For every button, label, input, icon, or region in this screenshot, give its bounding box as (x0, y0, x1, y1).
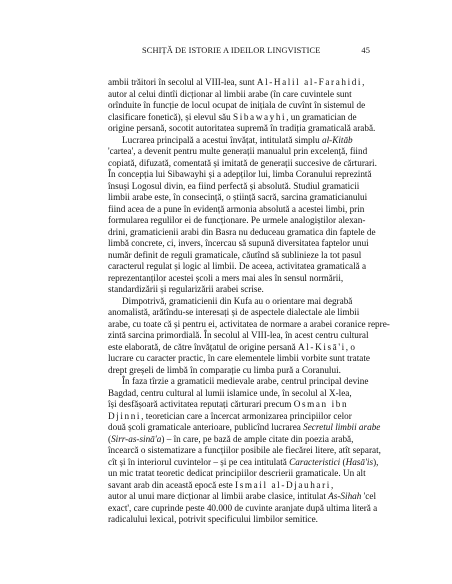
text-line (108, 434, 370, 446)
text-run: Bagdad, centru cultural al lumii islamice unde, în secolul al X-lea, (108, 387, 352, 398)
text-run: 'cel (361, 491, 377, 501)
text-line (108, 307, 370, 319)
text-run: clasificare fonetică), și elevul său (108, 111, 233, 122)
text-line (108, 365, 370, 377)
text-line (108, 181, 370, 193)
text-line (108, 146, 370, 158)
text-line (108, 204, 370, 216)
text-run: Dimpotrivă, gramaticienii din Kufa au o orientare mai degrabă (122, 295, 353, 306)
text-run: încearcă o sistematizare a funcțiilor posibile ale fiecărei litere, atît separat, (108, 445, 381, 455)
text-run: , un gramatician de (286, 111, 357, 122)
text-run: ( (108, 433, 112, 444)
italic-text: As-Sihah (328, 491, 362, 501)
italic-text: Caracteristici (289, 456, 341, 467)
italic-text: Hasā'is (345, 456, 374, 467)
text-line (108, 318, 390, 331)
spaced-name: Osman ibn (293, 399, 349, 409)
text-line (108, 491, 377, 503)
text-run: își desfășoară activitatea reputați cărturari precum (108, 399, 294, 409)
text-line (108, 445, 381, 457)
text-run: cît și în interiorul cuvintelor – și pe cea intitulată (108, 456, 290, 467)
text-run: 'cartea', a devenit pentru multe generații manualul prin excelență, fiind (108, 146, 368, 156)
text-run: ambii trăitori în secolul al VIII-lea, sunt (108, 77, 257, 87)
text-run: reprezentanților acestei școli a mers mai ales în sensul normării, (108, 272, 344, 283)
text-run: ) – în care, pe bază de ample citate din poezia arabă, (161, 433, 354, 444)
text-line (108, 411, 370, 423)
text-line (108, 123, 376, 135)
text-line (108, 77, 370, 89)
text-line (108, 388, 370, 400)
text-run: standardizării și regularizării arabei scrise. (108, 284, 264, 294)
text-line (108, 296, 370, 308)
spaced-name: Sibawayhi (233, 111, 287, 122)
text-run: , (362, 77, 365, 87)
text-run: zintă sarcina primordială. În secolul al VIII-lea, în acest centru cultural (108, 330, 369, 340)
text-run: anomalistă, arătîndu-se interesați și de aspectele dialectale ale limbii (108, 307, 360, 317)
text-line (108, 157, 377, 170)
text-run: ), (373, 456, 379, 467)
text-line (108, 215, 370, 227)
text-run: formularea regulilor ei de funcționare. Pe urmele analogiștilor alexan- (108, 215, 366, 225)
running-header (108, 46, 370, 60)
spaced-name: Ismail al-Djauhari (235, 479, 331, 490)
spaced-name: Djinni (108, 410, 142, 421)
text-run: , teoretician care a încercat armonizarea principiilor celor (141, 410, 352, 421)
spaced-name: Al-Halil al-Farahidi (256, 77, 363, 87)
text-run: arabe, cu toate că și pentru ei, activitatea de normare a arabei coranice repre- (108, 318, 390, 329)
text-run: caracterul regulat și logic al limbii. De aceea, activitatea gramaticală a (108, 261, 367, 271)
text-line (108, 100, 370, 112)
text-run: autor al unui mare dicționar al limbii arabe clasice, intitulat (108, 491, 329, 501)
text-run: savant arab din această epocă este (108, 479, 236, 490)
text-run: copiată, difuzată, comentată și imitată de generații succesive de cărturari. (108, 157, 377, 168)
text-line (108, 226, 376, 239)
italic-text: Sirr-as-sinā'a (111, 433, 162, 444)
text-line (108, 514, 370, 526)
italic-text: Secretul limbii arabe (303, 422, 381, 432)
text-run: este elaborată, de către învățatul de origine persană (108, 341, 299, 352)
text-run: limbii arabe este, în consecință, o știință sacră, sarcina gramaticianului (108, 192, 368, 202)
text-line (108, 169, 370, 181)
text-run: , (330, 479, 334, 490)
text-run: număr definit de reguli gramaticale, căutînd să sublinieze la tot pasul (108, 249, 362, 260)
text-run: drept greșeli de limbă în comparație cu limba pură a Coranului. (108, 364, 341, 375)
text-line (108, 284, 370, 296)
text-run: drini, gramaticienii arabi din Basra nu deduceau gramatica din faptele de (108, 226, 376, 237)
text-line (108, 250, 370, 262)
text-run: ( (340, 456, 346, 467)
text-run: Lucrarea principală a acestui învățat, intitulată simplu (122, 134, 323, 145)
text-run: autor al celui dintîi dicționar al limbii arabe (în care cuvintele sunt (108, 88, 352, 99)
text-line (108, 353, 370, 365)
text-line (108, 399, 370, 411)
text-run: două școli gramaticale anterioare, publicînd lucrarea (108, 422, 304, 432)
text-line (108, 376, 370, 388)
text-line (108, 502, 378, 515)
text-line (108, 112, 370, 124)
text-line (108, 273, 370, 285)
text-run: În concepția lui Sibawayhi și a adepților lui, limba Coranului reprezintă (108, 169, 372, 179)
text-line (108, 238, 370, 250)
text-line (108, 192, 370, 204)
text-line (108, 330, 370, 342)
text-run: însuși Logosul divin, ea fiind perfectă și absolută. Studiul gramaticii (108, 180, 360, 191)
text-line (108, 456, 379, 469)
text-run: exact', care cuprinde peste 40.000 de cuvinte aranjate după ultima literă a (108, 502, 378, 513)
text-run: limbă concrete, ci, invers, încercau să supună diversitatea faptelor unui (108, 238, 369, 248)
text-line (108, 422, 381, 434)
text-run: origine persană, socotit autoritatea supremă în tradiția gramaticală arabă. (108, 123, 376, 133)
italic-text: al-Kitāb (322, 134, 353, 145)
text-line (108, 480, 370, 492)
body-text (108, 77, 390, 526)
page-number: 45 (361, 46, 370, 55)
text-run: orînduite în funcție de locul ocupat de inițiala de cuvînt în sistemul de (108, 100, 366, 110)
text-run: lucrare cu caracter practic, în care elementele limbii vorbite sunt tratate (108, 353, 370, 363)
header-title: SCHIȚĂ DE ISTORIE A IDEILOR LINGVISTICE (142, 46, 321, 55)
text-run: un mic tratat teoretic dedicat principiilor descrierii gramaticale. Un alt (108, 468, 366, 478)
spaced-name: Al-Kisā'i (298, 341, 346, 352)
text-line (108, 89, 370, 101)
text-line (108, 261, 370, 273)
text-run: fiind acea de a pune în evidență armonia absolută a acestei limbi, prin (108, 203, 365, 214)
text-run: , o (345, 341, 355, 352)
text-line (108, 468, 370, 480)
text-line (108, 135, 370, 147)
text-run: radicalului lexical, potrivit specificului limbilor semitice. (108, 514, 318, 524)
text-run: În faza tîrzie a gramaticii medievale arabe, centrul principal devine (122, 376, 369, 386)
text-line (108, 342, 370, 354)
